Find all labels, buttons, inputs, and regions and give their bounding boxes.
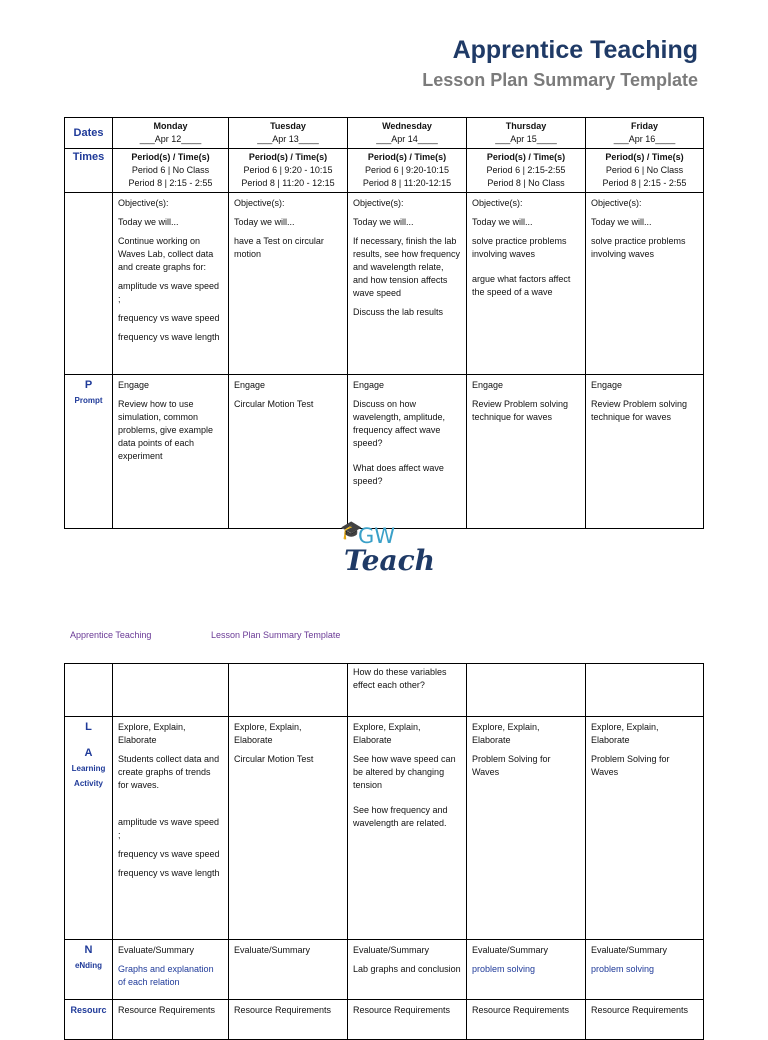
resource-thursday: Resource Requirements xyxy=(467,1000,586,1040)
ending-monday: Evaluate/Summary Graphs and explanation of each relation xyxy=(113,940,229,1000)
objectives-label-cell xyxy=(65,193,113,375)
activity-thursday: Explore, Explain, Elaborate Problem Solving for Waves xyxy=(467,717,586,940)
prompt-label-cell: P Prompt xyxy=(65,375,113,529)
learning-activity-label-cell: L A Learning Activity xyxy=(65,717,113,940)
activity-friday: Explore, Explain, Elaborate Problem Solving for Waves xyxy=(586,717,704,940)
prompt-friday: Engage Review Problem solving technique for waves xyxy=(586,375,704,529)
continuation-wednesday: How do these variables effect each other? xyxy=(348,664,467,717)
page-title: Apprentice Teaching xyxy=(452,36,698,64)
times-thursday: Period(s) / Time(s) Period 6 | 2:15-2:55 Period 8 | No Class xyxy=(467,149,586,193)
resource-friday: Resource Requirements xyxy=(586,1000,704,1040)
dates-row xyxy=(65,118,704,149)
ending-tuesday: Evaluate/Summary xyxy=(229,940,348,1000)
ending-row xyxy=(65,940,704,1000)
objectives-tuesday: Objective(s): Today we will... have a Test on circular motion xyxy=(229,193,348,375)
resource-monday: Resource Requirements xyxy=(113,1000,229,1040)
dates-label: Dates xyxy=(65,118,113,149)
gw-teach-logo: 🎓 GW Teach xyxy=(340,520,435,577)
resource-tuesday: Resource Requirements xyxy=(229,1000,348,1040)
prompt-tuesday: Engage Circular Motion Test xyxy=(229,375,348,529)
prompt-row xyxy=(65,375,704,529)
ending-label-cell: N eNding xyxy=(65,940,113,1000)
activity-monday: Explore, Explain, Elaborate Students collect data and create graphs of trends for waves. amplitude vs wave speed ; frequency vs wave speed frequency vs wave length xyxy=(113,717,229,940)
objectives-friday: Objective(s): Today we will... solve practice problems involving waves xyxy=(586,193,704,375)
lesson-plan-table-2 xyxy=(64,663,704,1040)
day-header-thursday: Thursday ___Apr 15____ xyxy=(467,118,586,149)
ending-friday: Evaluate/Summary problem solving xyxy=(586,940,704,1000)
day-header-wednesday: Wednesday ___Apr 14____ xyxy=(348,118,467,149)
resource-label-cell: Resourc xyxy=(65,1000,113,1040)
resource-wednesday: Resource Requirements xyxy=(348,1000,467,1040)
activity-wednesday: Explore, Explain, Elaborate See how wave speed can be altered by changing tension See how frequency and wavelength are related. xyxy=(348,717,467,940)
graduation-cap-icon: 🎓 xyxy=(340,520,363,540)
page2-header-right: Lesson Plan Summary Template xyxy=(211,630,341,640)
lesson-plan-table-1 xyxy=(64,117,704,529)
day-header-friday: Friday ___Apr 16____ xyxy=(586,118,704,149)
day-header-monday: Monday ___Apr 12____ xyxy=(113,118,229,149)
objectives-monday: Objective(s): Today we will... Continue working on Waves Lab, collect data and create graphs for: amplitude vs wave speed ; frequency vs wave speed frequency vs wave length xyxy=(113,193,229,375)
page-subtitle: Lesson Plan Summary Template xyxy=(422,70,698,90)
learning-activity-row xyxy=(65,717,704,940)
prompt-thursday: Engage Review Problem solving technique for waves xyxy=(467,375,586,529)
resource-row xyxy=(65,1000,704,1040)
objectives-row xyxy=(65,193,704,375)
ending-thursday: Evaluate/Summary problem solving xyxy=(467,940,586,1000)
ending-wednesday: Evaluate/Summary Lab graphs and conclusion xyxy=(348,940,467,1000)
prompt-monday: Engage Review how to use simulation, common problems, give example data points of each experiment xyxy=(113,375,229,529)
day-header-tuesday: Tuesday ___Apr 13____ xyxy=(229,118,348,149)
times-label: Times xyxy=(65,149,113,193)
objectives-thursday: Objective(s): Today we will... solve practice problems involving waves argue what factors affect the speed of a wave xyxy=(467,193,586,375)
prompt-wednesday: Engage Discuss on how wavelength, amplitude, frequency affect wave speed? What does affect wave speed? xyxy=(348,375,467,529)
times-wednesday: Period(s) / Time(s) Period 6 | 9:20-10:15 Period 8 | 11:20-12:15 xyxy=(348,149,467,193)
continuation-row xyxy=(65,664,704,717)
times-row xyxy=(65,149,704,193)
page2-header-left: Apprentice Teaching xyxy=(70,630,152,640)
times-friday: Period(s) / Time(s) Period 6 | No Class Period 8 | 2:15 - 2:55 xyxy=(586,149,704,193)
objectives-wednesday: Objective(s): Today we will... If necessary, finish the lab results, see how frequency and wavelength relate, and how tension affects wave speed Discuss the lab results xyxy=(348,193,467,375)
activity-tuesday: Explore, Explain, Elaborate Circular Motion Test xyxy=(229,717,348,940)
times-monday: Period(s) / Time(s) Period 6 | No Class Period 8 | 2:15 - 2:55 xyxy=(113,149,229,193)
times-tuesday: Period(s) / Time(s) Period 6 | 9:20 - 10:15 Period 8 | 11:20 - 12:15 xyxy=(229,149,348,193)
